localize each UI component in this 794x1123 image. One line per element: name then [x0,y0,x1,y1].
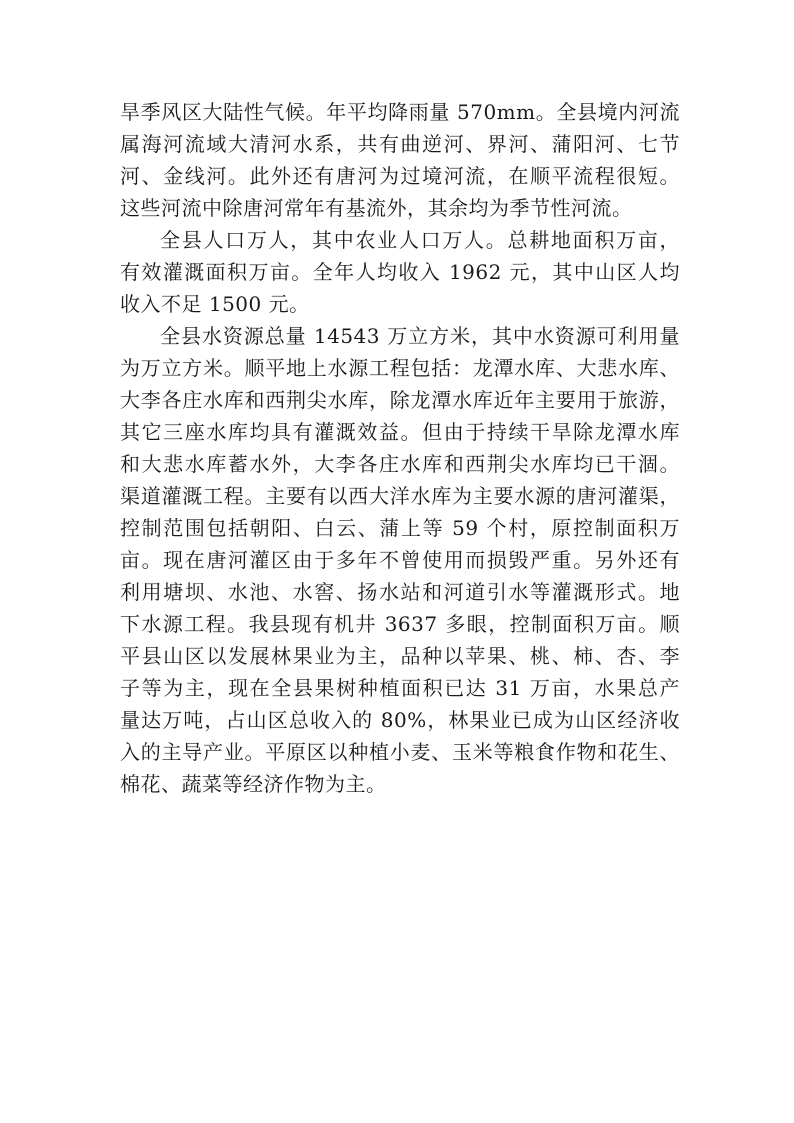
text-line: 其它三座水库均具有灌溉效益。但由于持续干旱除龙潭水库 [120,420,680,444]
text-line: 入的主导产业。平原区以种植小麦、玉米等粮食作物和花生、 [120,740,680,764]
text-line: 利用塘坝、水池、水窖、扬水站和河道引水等灌溉形式。地 [120,580,680,604]
text-line: 控制范围包括朝阳、白云、蒲上等 59 个村，原控制面积万 [120,516,680,540]
text-line: 全县人口万人，其中农业人口万人。总耕地面积万亩， [160,228,680,252]
text-line: 全县水资源总量 14543 万立方米，其中水资源可利用量 [160,324,680,348]
text-line: 收入不足 1500 元。 [120,292,310,316]
text-line: 为万立方米。顺平地上水源工程包括：龙潭水库、大悲水库、 [120,356,680,380]
text-line: 子等为主，现在全县果树种植面积已达 31 万亩，水果总产 [120,676,680,700]
text-line: 河、金线河。此外还有唐河为过境河流，在顺平流程很短。 [120,164,680,188]
text-line: 棉花、蔬菜等经济作物为主。 [120,772,387,796]
text-line: 属海河流域大清河水系，共有曲逆河、界河、蒲阳河、七节 [120,132,680,156]
text-line: 旱季风区大陆性气候。年平均降雨量 570mm。全县境内河流 [120,100,680,124]
text-line: 大李各庄水库和西荆尖水库，除龙潭水库近年主要用于旅游， [120,388,680,412]
document-body [120,96,680,800]
paragraph-climate-rivers [120,96,680,224]
text-line: 量达万吨，占山区总收入的 80%，林果业已成为山区经济收 [120,708,680,732]
paragraph-water-resources [120,320,680,800]
text-line: 渠道灌溉工程。主要有以西大洋水库为主要水源的唐河灌渠， [120,484,680,508]
text-line: 平县山区以发展林果业为主，品种以苹果、桃、柿、杏、李 [120,644,680,668]
text-line: 下水源工程。我县现有机井 3637 多眼，控制面积万亩。顺 [120,612,680,636]
text-line: 这些河流中除唐河常年有基流外，其余均为季节性河流。 [120,196,633,220]
paragraph-population-income [120,224,680,320]
text-line: 有效灌溉面积万亩。全年人均收入 1962 元，其中山区人均 [120,260,680,284]
text-line: 亩。现在唐河灌区由于多年不曾使用而损毁严重。另外还有 [120,548,680,572]
text-line: 和大悲水库蓄水外，大李各庄水库和西荆尖水库均已干涸。 [120,452,680,476]
